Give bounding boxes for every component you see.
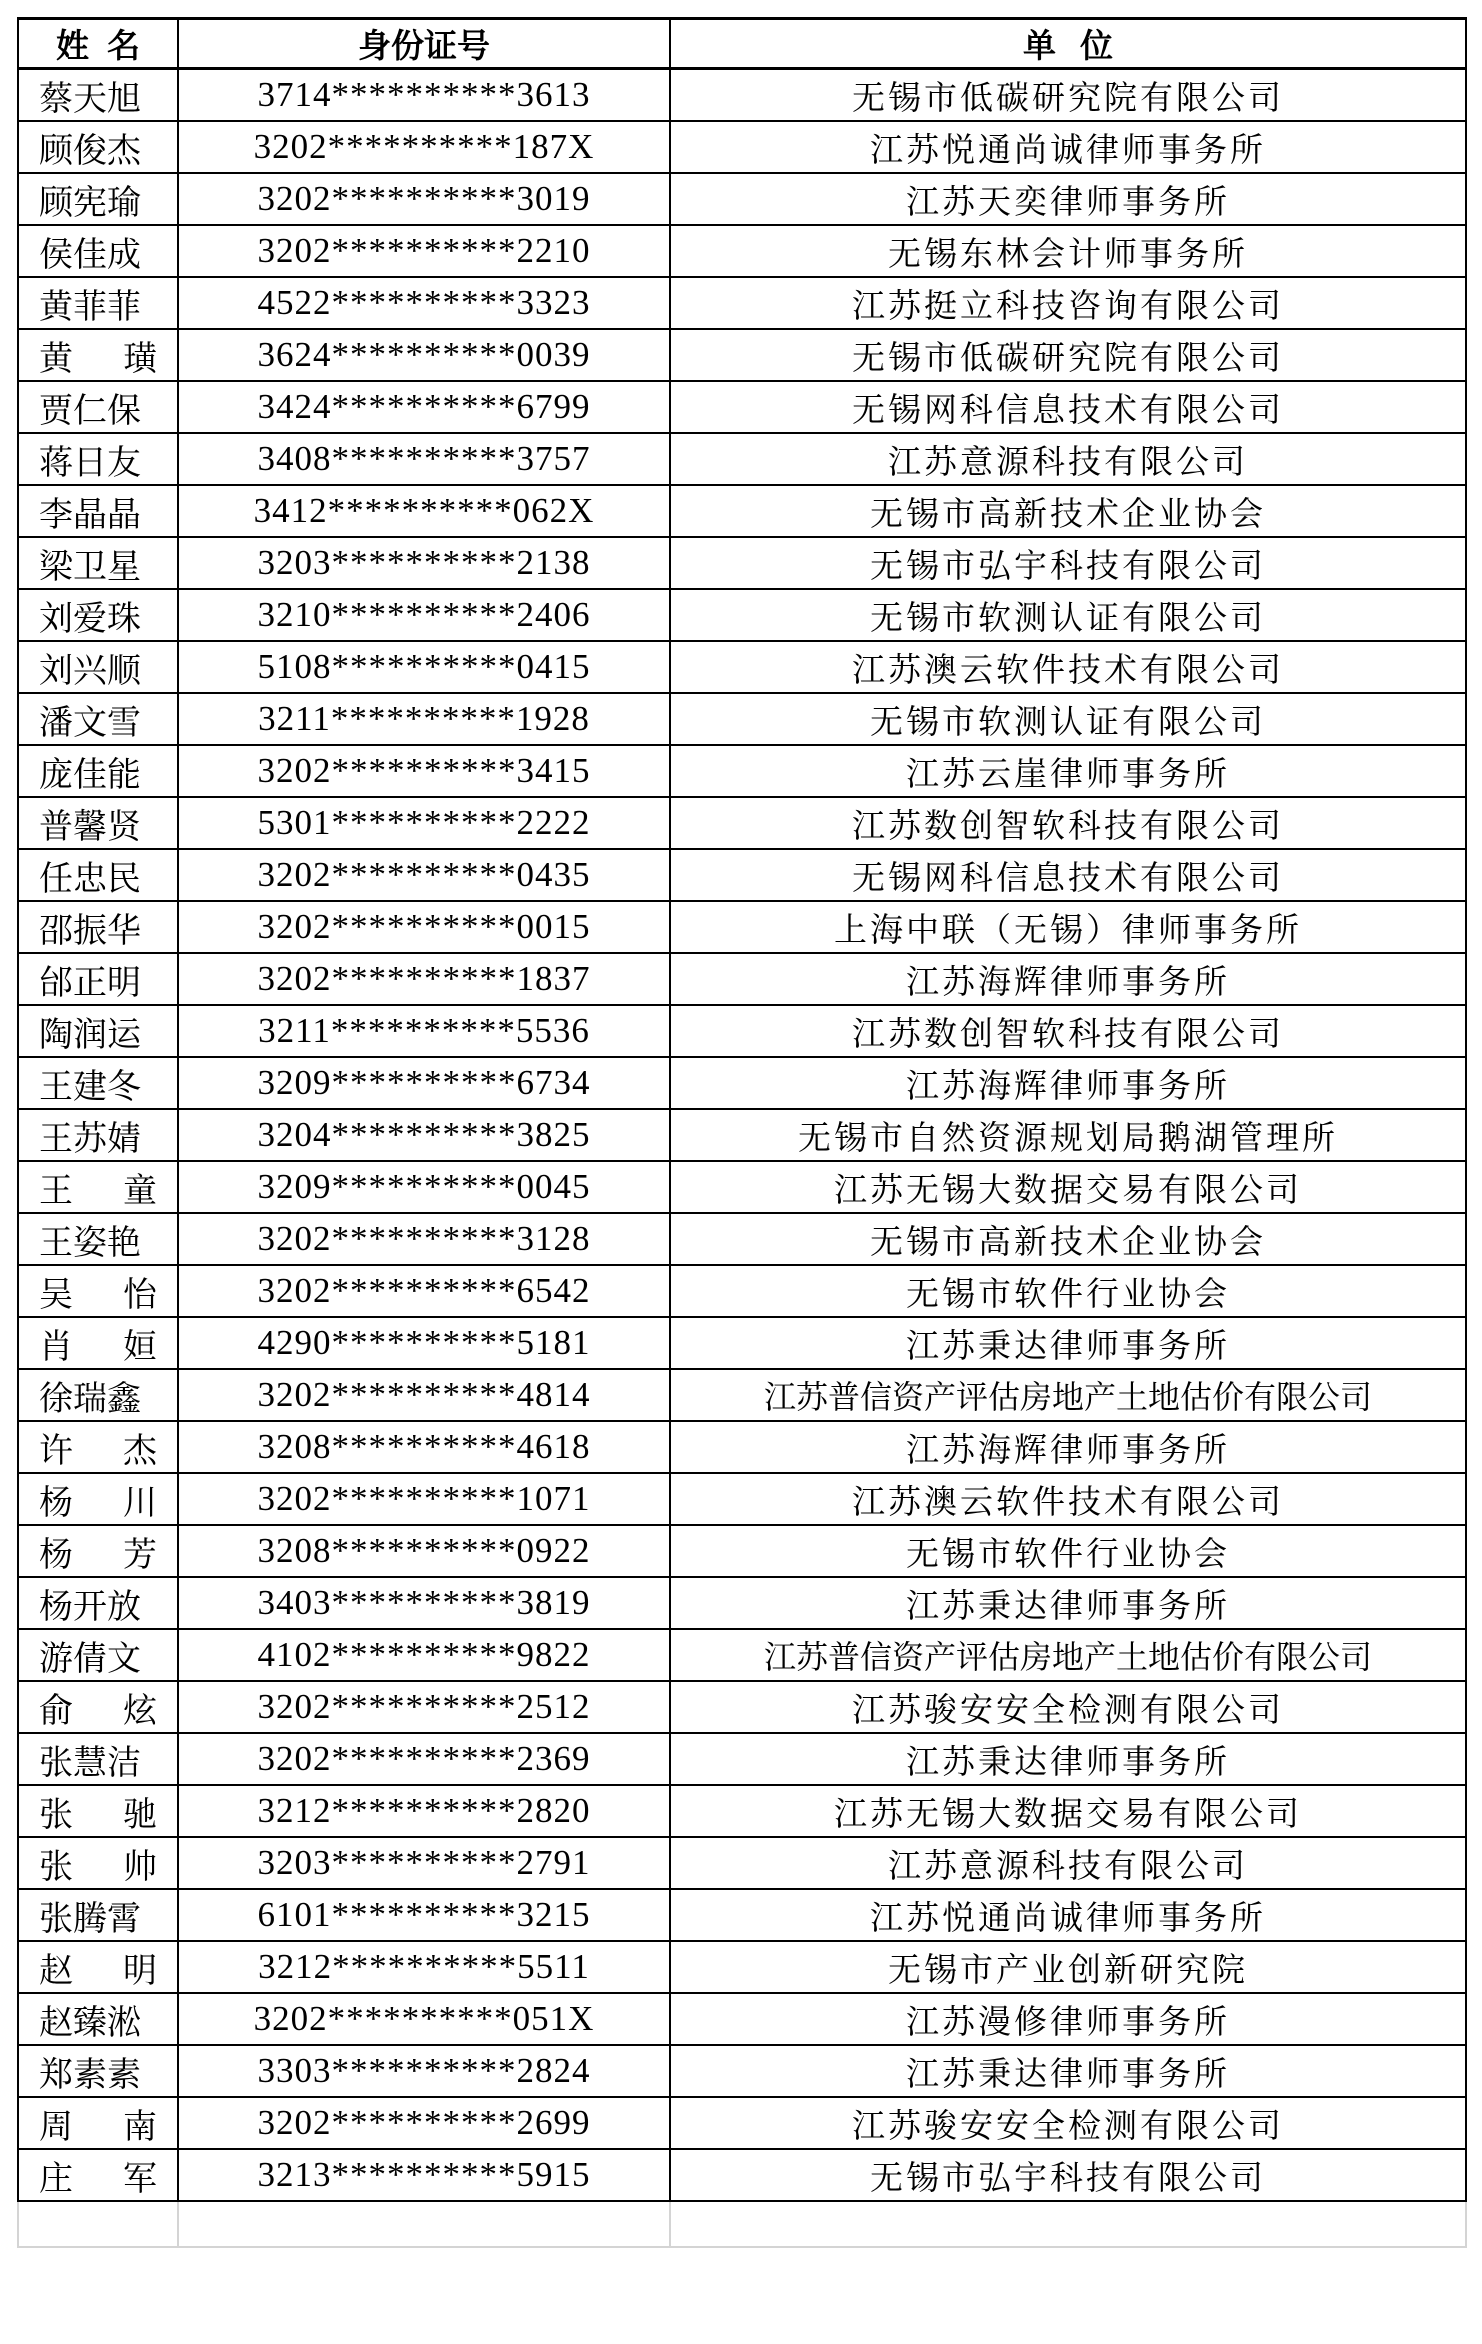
cell-unit: 江苏骏安安全检测有限公司 (670, 2097, 1466, 2149)
cell-id-number: 3202**********1071 (178, 1473, 670, 1525)
cell-unit: 江苏无锡大数据交易有限公司 (670, 1785, 1466, 1837)
cell-unit: 无锡市高新技术企业协会 (670, 485, 1466, 537)
cell-unit: 江苏意源科技有限公司 (670, 433, 1466, 485)
table-row (18, 1525, 1466, 1577)
cell-name: 黄璜 (18, 329, 178, 381)
cell-unit: 江苏秉达律师事务所 (670, 1577, 1466, 1629)
cell-name: 任忠民 (18, 849, 178, 901)
cell-name: 陶润运 (18, 1005, 178, 1057)
empty-row (18, 2201, 1466, 2247)
cell-name: 王童 (18, 1161, 178, 1213)
table-row (18, 1317, 1466, 1369)
cell-name: 游倩文 (18, 1629, 178, 1681)
empty-cell (18, 2201, 178, 2247)
cell-id-number: 3412**********062X (178, 485, 670, 537)
table-row (18, 849, 1466, 901)
cell-id-number: 3212**********2820 (178, 1785, 670, 1837)
cell-unit: 江苏天奕律师事务所 (670, 173, 1466, 225)
cell-unit: 无锡市软件行业协会 (670, 1265, 1466, 1317)
cell-id-number: 4102**********9822 (178, 1629, 670, 1681)
cell-id-number: 3209**********6734 (178, 1057, 670, 1109)
cell-name: 王苏婧 (18, 1109, 178, 1161)
table-row (18, 1213, 1466, 1265)
table-row (18, 433, 1466, 485)
cell-unit: 江苏普信资产评估房地产土地估价有限公司 (670, 1369, 1466, 1421)
cell-id-number: 3203**********2138 (178, 537, 670, 589)
cell-id-number: 3714**********3613 (178, 69, 670, 122)
cell-name: 赵明 (18, 1941, 178, 1993)
cell-name: 庄军 (18, 2149, 178, 2201)
table-row (18, 2097, 1466, 2149)
cell-name: 贾仁保 (18, 381, 178, 433)
table-row (18, 1889, 1466, 1941)
table-row (18, 693, 1466, 745)
cell-unit: 江苏云崖律师事务所 (670, 745, 1466, 797)
cell-id-number: 3202**********2512 (178, 1681, 670, 1733)
cell-name: 梁卫星 (18, 537, 178, 589)
cell-name: 徐瑞鑫 (18, 1369, 178, 1421)
empty-cell (178, 2201, 670, 2247)
table-row (18, 1005, 1466, 1057)
cell-name: 蔡天旭 (18, 69, 178, 122)
table-row (18, 589, 1466, 641)
cell-id-number: 3202**********3128 (178, 1213, 670, 1265)
cell-unit: 江苏漫修律师事务所 (670, 1993, 1466, 2045)
cell-name: 张帅 (18, 1837, 178, 1889)
table-row (18, 121, 1466, 173)
cell-id-number: 3303**********2824 (178, 2045, 670, 2097)
cell-name: 周南 (18, 2097, 178, 2149)
cell-id-number: 3208**********4618 (178, 1421, 670, 1473)
cell-unit: 无锡市软测认证有限公司 (670, 589, 1466, 641)
cell-unit: 无锡市弘宇科技有限公司 (670, 537, 1466, 589)
cell-id-number: 3202**********4814 (178, 1369, 670, 1421)
cell-id-number: 3202**********3019 (178, 173, 670, 225)
cell-unit: 无锡市低碳研究院有限公司 (670, 69, 1466, 122)
cell-id-number: 3202**********0435 (178, 849, 670, 901)
cell-unit: 江苏数创智软科技有限公司 (670, 797, 1466, 849)
cell-name: 李晶晶 (18, 485, 178, 537)
cell-id-number: 6101**********3215 (178, 1889, 670, 1941)
cell-name: 潘文雪 (18, 693, 178, 745)
table-row (18, 1941, 1466, 1993)
cell-name: 王建冬 (18, 1057, 178, 1109)
table-row (18, 381, 1466, 433)
cell-name: 许杰 (18, 1421, 178, 1473)
cell-name: 赵臻淞 (18, 1993, 178, 2045)
table-row (18, 953, 1466, 1005)
cell-id-number: 5108**********0415 (178, 641, 670, 693)
cell-id-number: 3202**********2210 (178, 225, 670, 277)
cell-unit: 江苏秉达律师事务所 (670, 1317, 1466, 1369)
cell-unit: 江苏澳云软件技术有限公司 (670, 1473, 1466, 1525)
cell-name: 吴怡 (18, 1265, 178, 1317)
cell-unit: 无锡网科信息技术有限公司 (670, 381, 1466, 433)
cell-unit: 江苏海辉律师事务所 (670, 1421, 1466, 1473)
cell-name: 张慧洁 (18, 1733, 178, 1785)
table-row (18, 797, 1466, 849)
cell-id-number: 4522**********3323 (178, 277, 670, 329)
cell-unit: 江苏无锡大数据交易有限公司 (670, 1161, 1466, 1213)
cell-name: 肖姮 (18, 1317, 178, 1369)
table-row (18, 173, 1466, 225)
cell-unit: 无锡市自然资源规划局鹅湖管理所 (670, 1109, 1466, 1161)
cell-name: 王姿艳 (18, 1213, 178, 1265)
table-row (18, 485, 1466, 537)
cell-id-number: 3213**********5915 (178, 2149, 670, 2201)
cell-name: 杨开放 (18, 1577, 178, 1629)
cell-name: 张腾霄 (18, 1889, 178, 1941)
cell-id-number: 3211**********1928 (178, 693, 670, 745)
cell-id-number: 3624**********0039 (178, 329, 670, 381)
table-row (18, 537, 1466, 589)
table-row (18, 2045, 1466, 2097)
cell-name: 张驰 (18, 1785, 178, 1837)
table-row (18, 1109, 1466, 1161)
cell-name: 邰正明 (18, 953, 178, 1005)
cell-unit: 江苏骏安安全检测有限公司 (670, 1681, 1466, 1733)
cell-unit: 江苏数创智软科技有限公司 (670, 1005, 1466, 1057)
cell-id-number: 3403**********3819 (178, 1577, 670, 1629)
cell-unit: 江苏普信资产评估房地产土地估价有限公司 (670, 1629, 1466, 1681)
cell-unit: 无锡网科信息技术有限公司 (670, 849, 1466, 901)
cell-unit: 江苏悦通尚诚律师事务所 (670, 121, 1466, 173)
cell-name: 杨芳 (18, 1525, 178, 1577)
empty-cell (670, 2201, 1466, 2247)
cell-name: 庞佳能 (18, 745, 178, 797)
cell-name: 邵振华 (18, 901, 178, 953)
table-row (18, 1785, 1466, 1837)
table-row (18, 1681, 1466, 1733)
cell-unit: 江苏悦通尚诚律师事务所 (670, 1889, 1466, 1941)
table-row (18, 1265, 1466, 1317)
cell-id-number: 3211**********5536 (178, 1005, 670, 1057)
cell-name: 顾宪瑜 (18, 173, 178, 225)
cell-id-number: 3202**********1837 (178, 953, 670, 1005)
table-row (18, 641, 1466, 693)
cell-unit: 江苏意源科技有限公司 (670, 1837, 1466, 1889)
cell-id-number: 3208**********0922 (178, 1525, 670, 1577)
cell-id-number: 3202**********3415 (178, 745, 670, 797)
table-row (18, 1733, 1466, 1785)
column-header-id: 身份证号 (178, 19, 670, 69)
cell-name: 普馨贤 (18, 797, 178, 849)
cell-name: 侯佳成 (18, 225, 178, 277)
cell-id-number: 3204**********3825 (178, 1109, 670, 1161)
cell-name: 郑素素 (18, 2045, 178, 2097)
table-row (18, 1421, 1466, 1473)
cell-id-number: 3424**********6799 (178, 381, 670, 433)
cell-name: 刘爱珠 (18, 589, 178, 641)
cell-name: 黄菲菲 (18, 277, 178, 329)
cell-id-number: 5301**********2222 (178, 797, 670, 849)
cell-id-number: 4290**********5181 (178, 1317, 670, 1369)
cell-id-number: 3202**********187X (178, 121, 670, 173)
table-row (18, 1161, 1466, 1213)
header-row (18, 19, 1466, 69)
table-row (18, 745, 1466, 797)
table-row (18, 1577, 1466, 1629)
table-row (18, 225, 1466, 277)
cell-unit: 无锡市产业创新研究院 (670, 1941, 1466, 1993)
table-row (18, 277, 1466, 329)
cell-unit: 江苏挺立科技咨询有限公司 (670, 277, 1466, 329)
table-row (18, 901, 1466, 953)
cell-unit: 无锡市软测认证有限公司 (670, 693, 1466, 745)
column-header-name: 姓名 (18, 19, 178, 69)
table-row (18, 2149, 1466, 2201)
cell-name: 刘兴顺 (18, 641, 178, 693)
cell-id-number: 3209**********0045 (178, 1161, 670, 1213)
cell-name: 蒋日友 (18, 433, 178, 485)
table-row (18, 1473, 1466, 1525)
cell-unit: 无锡东林会计师事务所 (670, 225, 1466, 277)
cell-unit: 无锡市弘宇科技有限公司 (670, 2149, 1466, 2201)
cell-name: 俞炫 (18, 1681, 178, 1733)
cell-id-number: 3408**********3757 (178, 433, 670, 485)
cell-unit: 无锡市低碳研究院有限公司 (670, 329, 1466, 381)
cell-unit: 江苏秉达律师事务所 (670, 1733, 1466, 1785)
cell-id-number: 3210**********2406 (178, 589, 670, 641)
roster-table (17, 17, 1467, 2248)
table-row (18, 1629, 1466, 1681)
cell-unit: 江苏海辉律师事务所 (670, 1057, 1466, 1109)
cell-id-number: 3203**********2791 (178, 1837, 670, 1889)
cell-id-number: 3212**********5511 (178, 1941, 670, 1993)
table-row (18, 1993, 1466, 2045)
cell-unit: 江苏海辉律师事务所 (670, 953, 1466, 1005)
cell-unit: 无锡市软件行业协会 (670, 1525, 1466, 1577)
cell-unit: 无锡市高新技术企业协会 (670, 1213, 1466, 1265)
table-row (18, 1369, 1466, 1421)
cell-unit: 江苏澳云软件技术有限公司 (670, 641, 1466, 693)
cell-id-number: 3202**********2369 (178, 1733, 670, 1785)
cell-id-number: 3202**********0015 (178, 901, 670, 953)
table-row (18, 1057, 1466, 1109)
cell-id-number: 3202**********2699 (178, 2097, 670, 2149)
table-row (18, 69, 1466, 122)
table-row (18, 329, 1466, 381)
cell-unit: 江苏秉达律师事务所 (670, 2045, 1466, 2097)
cell-unit: 上海中联（无锡）律师事务所 (670, 901, 1466, 953)
cell-name: 杨川 (18, 1473, 178, 1525)
cell-name: 顾俊杰 (18, 121, 178, 173)
column-header-unit: 单位 (670, 19, 1466, 69)
table-row (18, 1837, 1466, 1889)
cell-id-number: 3202**********051X (178, 1993, 670, 2045)
cell-id-number: 3202**********6542 (178, 1265, 670, 1317)
